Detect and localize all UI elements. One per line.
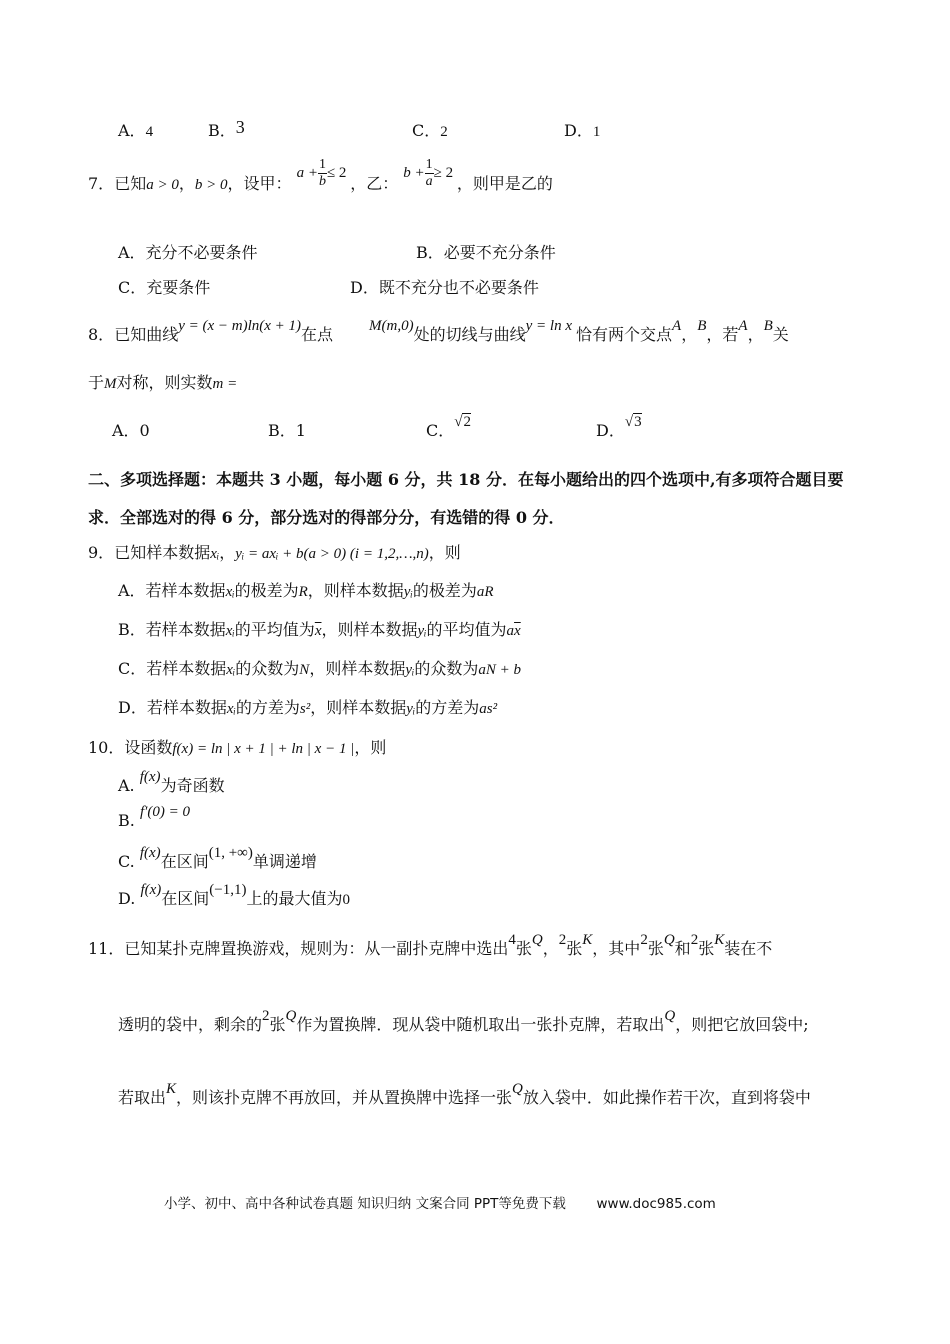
question-10-stem: 10．设函数f(x) = ln | x + 1 | + ln | x − 1 |，则 (88, 738, 387, 757)
question-11-line3: 若取出K，则该扑克牌不再放回，并从置换牌中选择一张Q放入袋中．如此操作若干次，直到将袋中 (118, 1081, 811, 1107)
q8-option-d: D．√3 (596, 414, 642, 440)
footer-url[interactable]: www.doc985.com (596, 1196, 716, 1212)
q10-option-b: B. f′(0) = 0 (118, 804, 190, 830)
q9-option-b: B．若样本数据xᵢ的平均值为$\overline{x}$，则样本数据yᵢ的平均值为$a\overline{x}$ (118, 620, 521, 639)
question-9-stem: 9．已知样本数据xᵢ，yᵢ = axᵢ + b(a > 0) (i = 1,2,…,n)，则 (88, 543, 461, 562)
section-2-title-line2: 求．全部选对的得 6 分，部分选对的得部分分，有选错的得 0 分． (88, 508, 565, 527)
section-2-title-line1: 二、多项选择题：本题共 3 小题，每小题 6 分，共 18 分．在每小题给出的四个选项中,有多项符合题目要 (88, 470, 844, 489)
q9-option-d: D．若样本数据xᵢ的方差为s²，则样本数据yᵢ的方差为as² (118, 698, 498, 717)
q6-option-d: D．1 (564, 121, 601, 140)
q10-option-d: D. f(x)在区间(−1,1)上的最大值为0 (118, 882, 350, 908)
q9-option-a: A．若样本数据xᵢ的极差为R，则样本数据yᵢ的极差为aR (118, 581, 494, 600)
q8-option-c: C．√2 (426, 414, 471, 440)
q7-option-b: B．必要不充分条件 (416, 243, 556, 262)
question-11-line1: 11．已知某扑克牌置换游戏，规则为：从一副扑克牌中选出4张Q，2张K，其中2张Q和2张K装在不 (88, 932, 773, 958)
question-11-line2: 透明的袋中，剩余的2张Q作为置换牌．现从袋中随机取出一张扑克牌，若取出Q，则把它放回袋中; (118, 1008, 809, 1034)
jia-condition: a + $\frac{1}{b}$ ≤ 2 (296, 157, 347, 190)
q6-option-b: B．3 (208, 117, 245, 140)
q7-option-c: C．充要条件 (118, 278, 211, 297)
question-8-stem-line1: 8．已知曲线y = (x − m)ln(x + 1)在点 M(m,0)处的切线与曲线y = ln x 恰有两个交点A，B，若A，B关 (88, 318, 789, 344)
q7-option-d: D．既不充分也不必要条件 (350, 278, 539, 297)
footer-text: 小学、初中、高中各种试卷真题 知识归纳 文案合同 PPT等免费下载 (164, 1196, 566, 1212)
q7-option-a: A．充分不必要条件 (118, 243, 258, 262)
question-8-stem-line2: 于M对称，则实数m = (88, 373, 238, 392)
q6-option-a: A．4 (118, 121, 154, 140)
q10-option-c: C. f(x)在区间(1, +∞)单调递增 (118, 845, 317, 871)
q9-option-c: C．若样本数据xᵢ的众数为N，则样本数据yᵢ的众数为aN + b (118, 659, 522, 678)
yi-condition: b + $\frac{1}{a}$ ≥ 2 (403, 157, 454, 190)
q8-option-b: B．1 (268, 421, 306, 440)
page-footer (164, 1192, 716, 1212)
q6-option-c: C．2 (412, 121, 448, 140)
q10-option-a: A. f(x)为奇函数 (118, 769, 225, 795)
question-7-stem: 7．已知a > 0，b > 0，设甲： a + $\frac{1}{b}$ ≤ 2 ，乙： b + $\frac{1}{a}$ ≥ 2 ，则甲是乙的 (88, 157, 553, 193)
q8-option-a: A．0 (112, 421, 150, 440)
